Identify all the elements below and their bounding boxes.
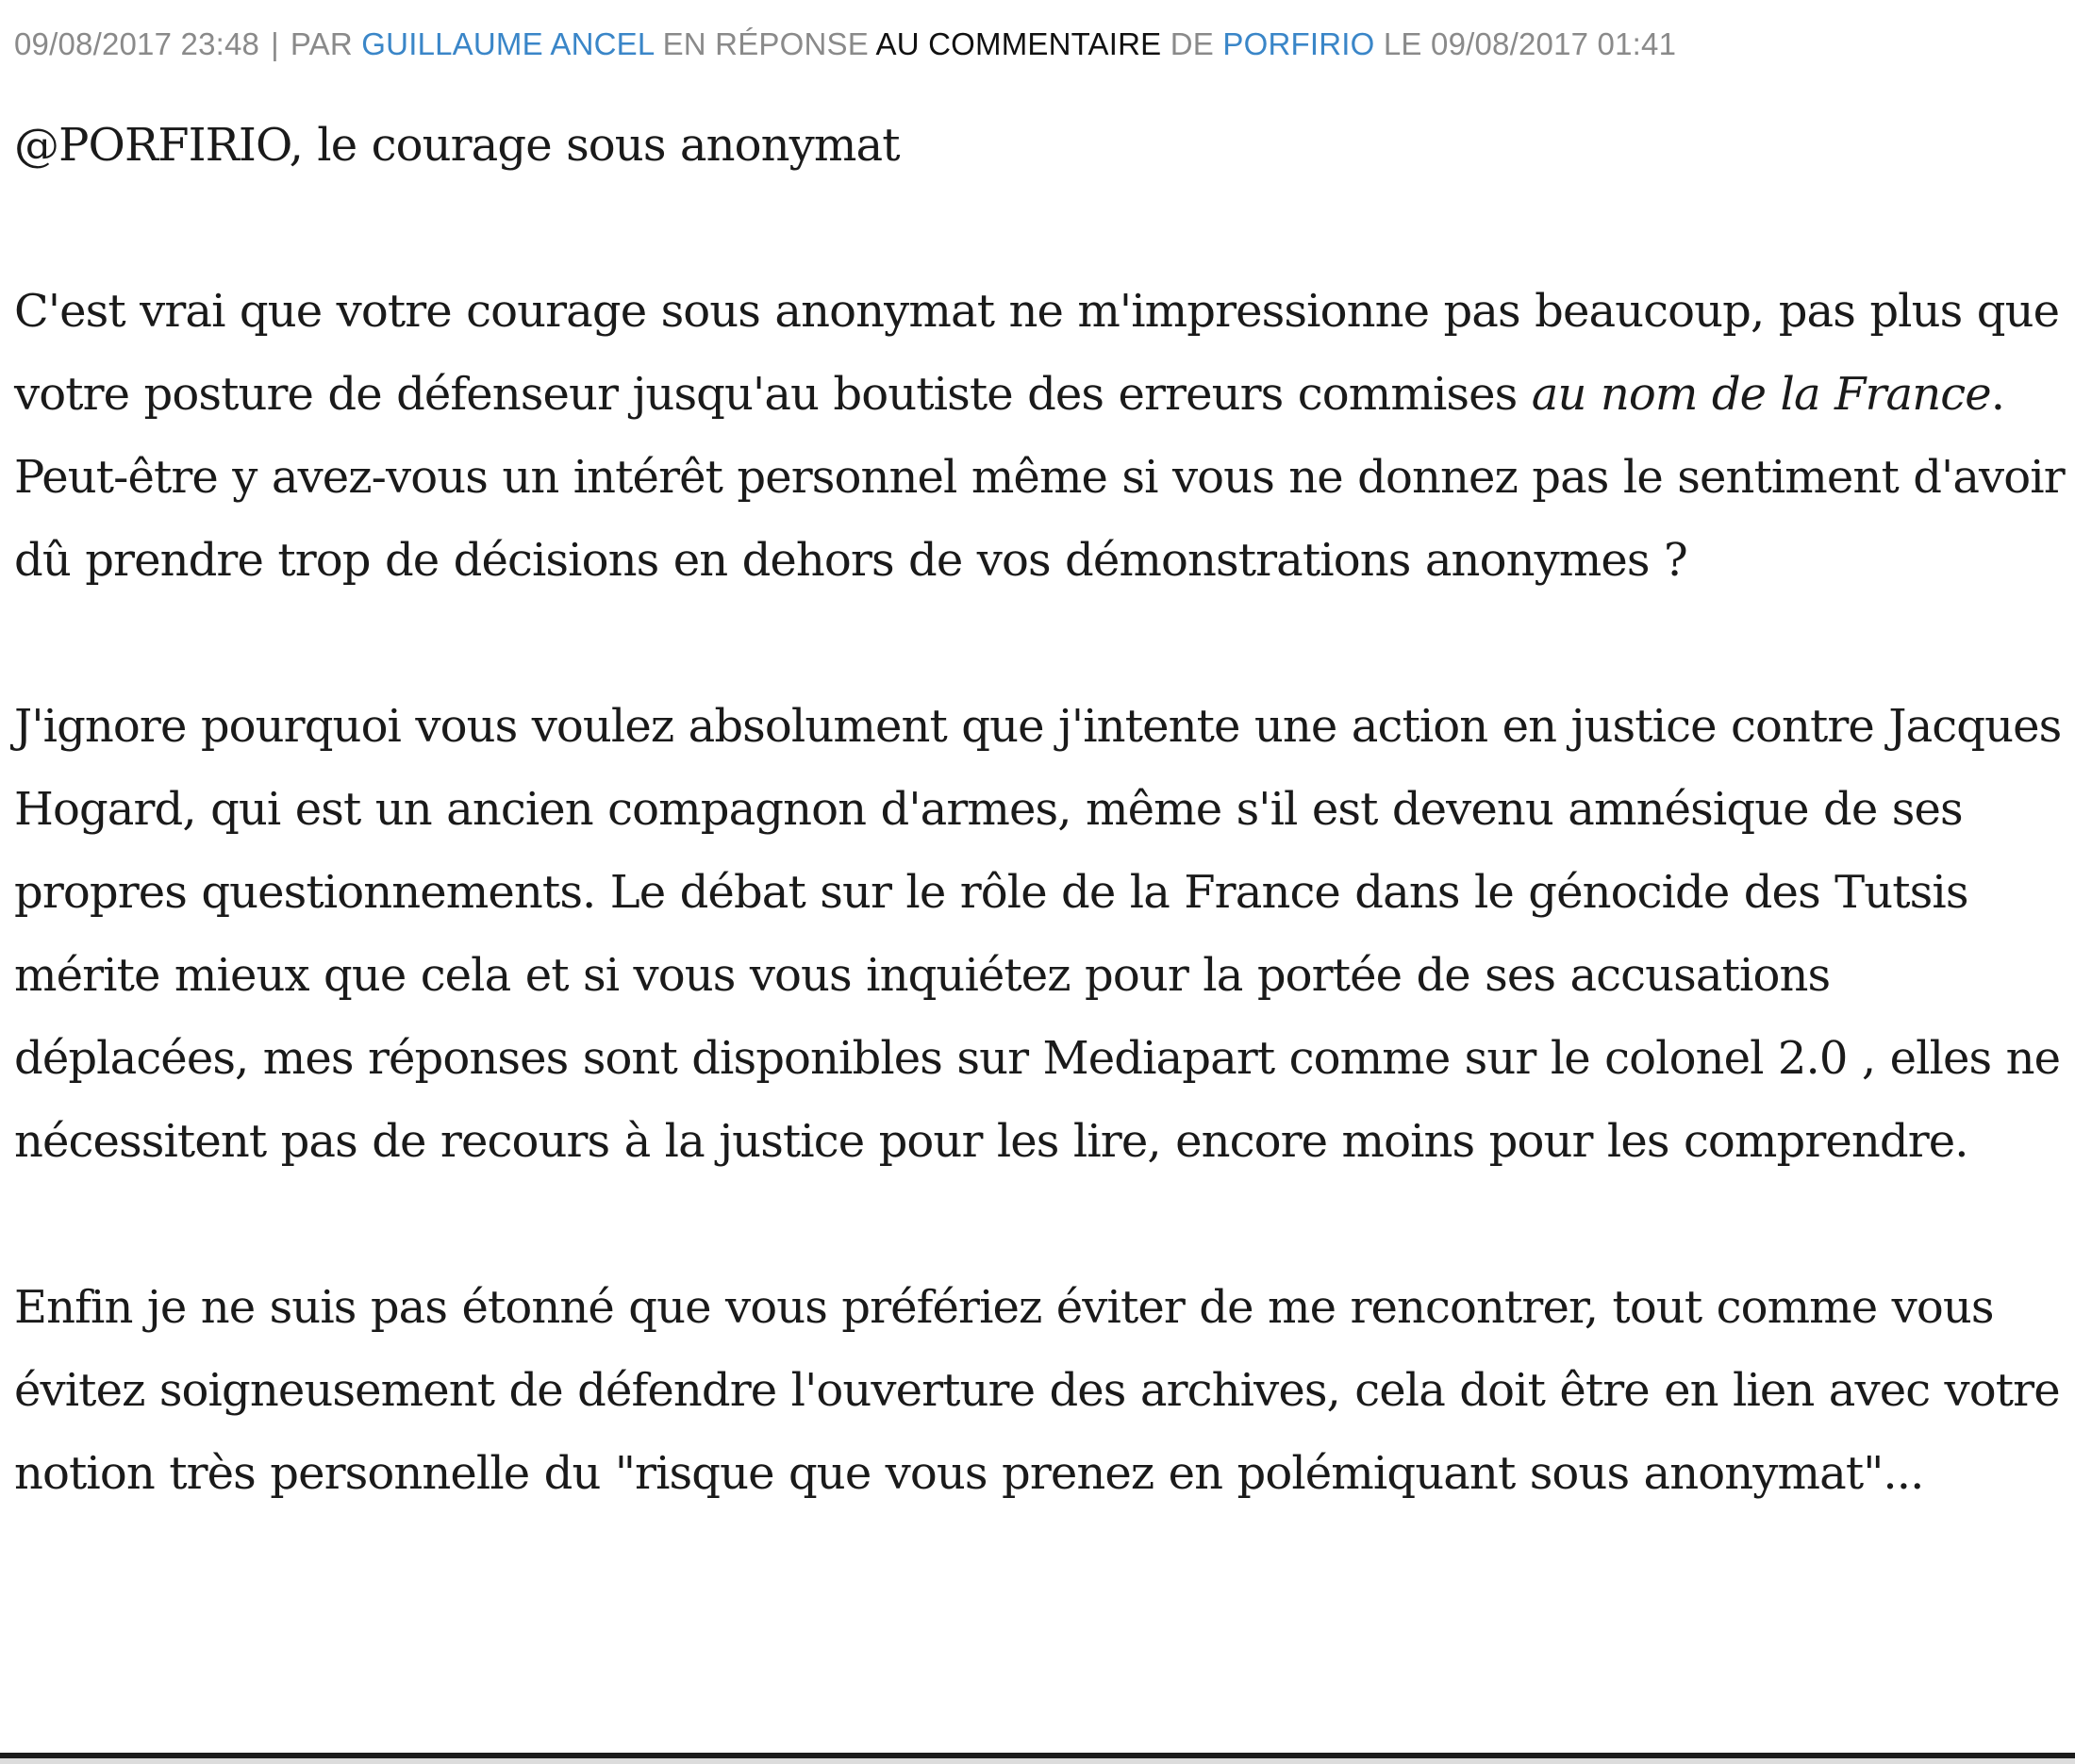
paragraph-1-italic: au nom de la France bbox=[1531, 368, 1991, 421]
parent-author-link[interactable]: PORFIRIO bbox=[1222, 26, 1375, 61]
author-link[interactable]: GUILLAUME ANCEL bbox=[361, 26, 655, 61]
comment-body bbox=[14, 104, 2066, 1515]
bottom-divider-shadow bbox=[0, 1758, 2075, 1764]
le-label: LE bbox=[1383, 26, 1422, 61]
parent-date: 09/08/2017 01:41 bbox=[1431, 26, 1677, 61]
paragraph-1-text-end: . Peut-être y avez-vous un intérêt personnel même si vous ne donnez pas le sentiment d'avoir dû prendre trop de décisions en dehors de vos démonstrations anonymes ? bbox=[14, 368, 2065, 587]
par-label: PAR bbox=[290, 26, 353, 61]
comment-title: @PORFIRIO, le courage sous anonymat bbox=[14, 119, 900, 172]
meta-separator: | bbox=[271, 26, 279, 61]
comment-paragraph-1 bbox=[14, 270, 2066, 602]
de-label: DE bbox=[1170, 26, 1215, 61]
comment-paragraph-2: J'ignore pourquoi vous voulez absolument que j'intente une action en justice contre Jacques Hogard, qui est un ancien compagnon d'armes, même s'il est devenu amnésique de ses propres questionnements. Le débat sur le rôle de la France dans le génocide des Tutsis mérite mieux que cela et si vous vous inquiétez pour la portée de ses accusations déplacées, mes réponses sont disponibles sur Mediapart comme sur le colonel 2.0 , elles ne nécessitent pas de recours à la justice pour les lire, encore moins pour les comprendre. bbox=[14, 700, 2062, 1168]
comment-date: 09/08/2017 23:48 bbox=[14, 26, 260, 61]
paragraph-1-text-start: C'est vrai que votre courage sous anonymat ne m'impressionne pas beaucoup, pas plus que votre posture de défenseur jusqu'au boutiste des erreurs commises bbox=[14, 285, 2060, 421]
comment-paragraph-3: Enfin je ne suis pas étonné que vous préfériez éviter de me rencontrer, tout comme vous évitez soigneusement de défendre l'ouverture des archives, cela doit être en lien avec votre notion très personnelle du "risque que vous prenez en polémiquant sous anonymat"... bbox=[14, 1281, 2060, 1500]
parent-comment-link[interactable]: AU COMMENTAIRE bbox=[875, 26, 1162, 61]
comment-meta bbox=[14, 23, 1676, 66]
reply-label: EN RÉPONSE bbox=[662, 26, 869, 61]
